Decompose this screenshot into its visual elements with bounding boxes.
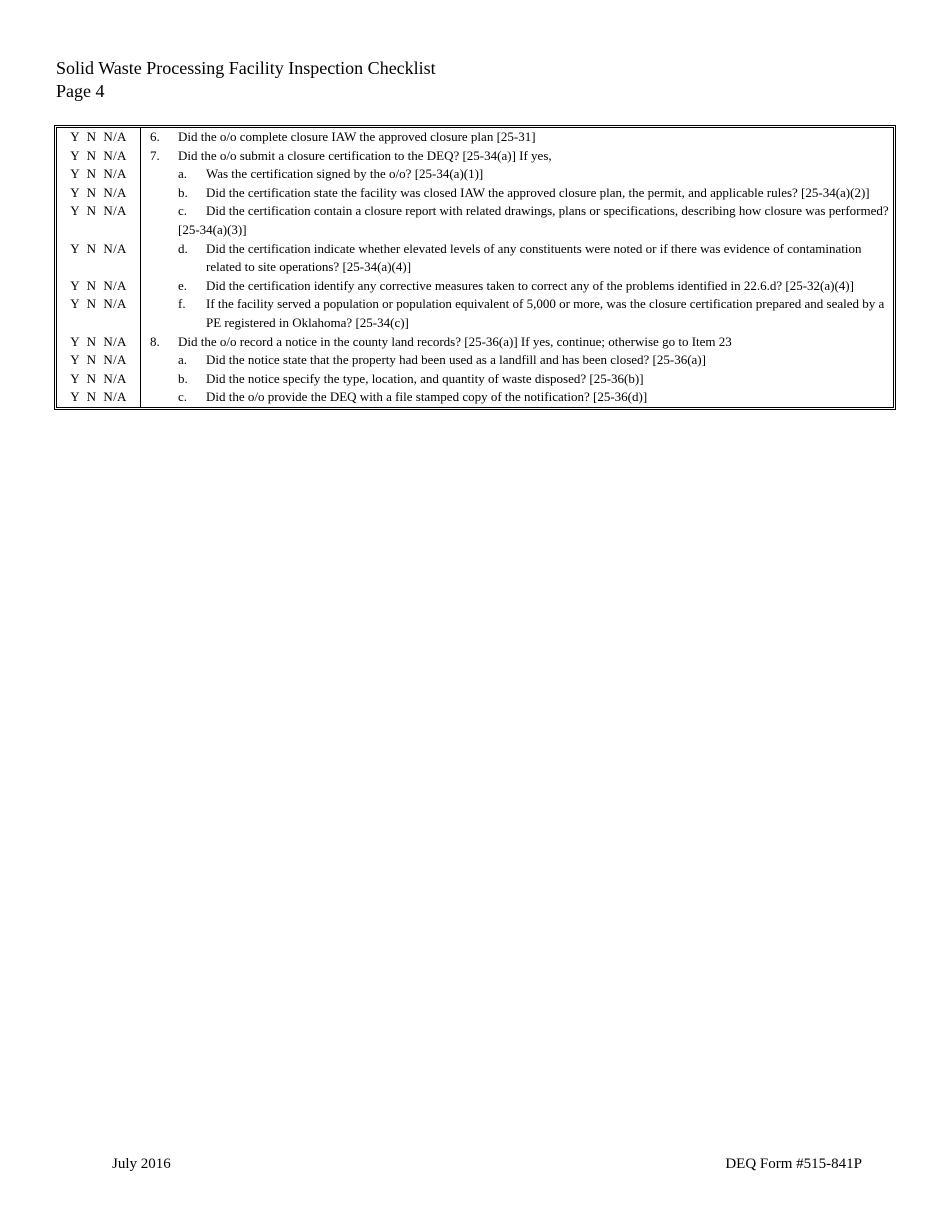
answer-options[interactable]: Y N N/A — [57, 240, 141, 277]
checklist-row — [57, 333, 893, 352]
page-header — [56, 57, 436, 103]
question-text: Did the certification contain a closure report with related drawings, plans or specifications, describing how closure was performed? [25-34(a)(3)] — [178, 203, 889, 237]
question-text: Did the notice specify the type, location, and quantity of waste disposed? [25-36(b)] — [206, 370, 644, 386]
question-text: Did the o/o provide the DEQ with a file stamped copy of the notification? [25-36(d)] — [206, 389, 648, 405]
answer-options[interactable]: Y N N/A — [57, 388, 141, 407]
answer-options[interactable]: Y N N/A — [57, 202, 141, 239]
checklist-row — [57, 147, 893, 166]
sub-item-letter: a. — [178, 166, 188, 182]
question-text: Did the certification identify any corrective measures taken to correct any of the problems identified in 22.6.d? [25-32(a)(4)] — [206, 277, 854, 293]
checklist-row — [57, 388, 893, 407]
checklist-row — [57, 184, 893, 203]
checklist-row — [57, 128, 893, 147]
checklist-row — [57, 370, 893, 389]
answer-options[interactable]: Y N N/A — [57, 147, 141, 166]
footer-form-number: DEQ Form #515-841P — [725, 1156, 862, 1172]
question-text: Did the certification indicate whether elevated levels of any constituents were noted or if there was evidence of contamination related to site operations? [25-34(a)(4)] — [206, 240, 862, 275]
footer-date: July 2016 — [112, 1156, 171, 1172]
document-title: Solid Waste Processing Facility Inspection Checklist — [56, 58, 436, 78]
sub-item-letter: b. — [178, 370, 188, 386]
question-text: Did the notice state that the property had been used as a landfill and has been closed? [25-36(a)] — [206, 352, 706, 368]
item-number: 6. — [150, 129, 160, 144]
sub-item-letter: e. — [178, 277, 188, 293]
sub-item-letter: a. — [178, 352, 188, 368]
answer-options[interactable]: Y N N/A — [57, 295, 141, 332]
sub-item-letter: b. — [178, 184, 188, 200]
answer-options[interactable]: Y N N/A — [57, 128, 141, 147]
checklist-row — [57, 165, 893, 184]
checklist-row — [57, 351, 893, 370]
question-text: Did the o/o complete closure IAW the approved closure plan [25-31] — [178, 129, 536, 144]
checklist-table — [54, 125, 896, 410]
question-text: Did the certification state the facility was closed IAW the approved closure plan, the permit, and applicable rules? [25-34(a)(2)] — [206, 184, 870, 200]
answer-options[interactable]: Y N N/A — [57, 277, 141, 296]
checklist-row — [57, 277, 893, 296]
answer-options[interactable]: Y N N/A — [57, 351, 141, 370]
checklist-row — [57, 295, 893, 332]
sub-item-letter: c. — [178, 203, 188, 219]
sub-item-letter: f. — [178, 296, 186, 312]
page-number: Page 4 — [56, 81, 105, 101]
sub-item-letter: c. — [178, 389, 188, 405]
item-number: 7. — [150, 147, 160, 163]
checklist-row — [57, 202, 893, 239]
answer-options[interactable]: Y N N/A — [57, 165, 141, 184]
answer-options[interactable]: Y N N/A — [57, 333, 141, 352]
answer-options[interactable]: Y N N/A — [57, 184, 141, 203]
item-number: 8. — [150, 333, 160, 349]
question-text: Was the certification signed by the o/o? [25-34(a)(1)] — [206, 166, 484, 182]
question-text: Did the o/o record a notice in the county land records? [25-36(a)] If yes, continue; otherwise go to Item 23 — [178, 333, 732, 349]
checklist-row — [57, 240, 893, 277]
question-text: If the facility served a population or population equivalent of 5,000 or more, was the closure certification prepared and sealed by a PE registered in Oklahoma? [25-34(c)] — [206, 296, 885, 330]
question-text: Did the o/o submit a closure certification to the DEQ? [25-34(a)] If yes, — [178, 147, 552, 163]
sub-item-letter: d. — [178, 240, 188, 256]
answer-options[interactable]: Y N N/A — [57, 370, 141, 389]
